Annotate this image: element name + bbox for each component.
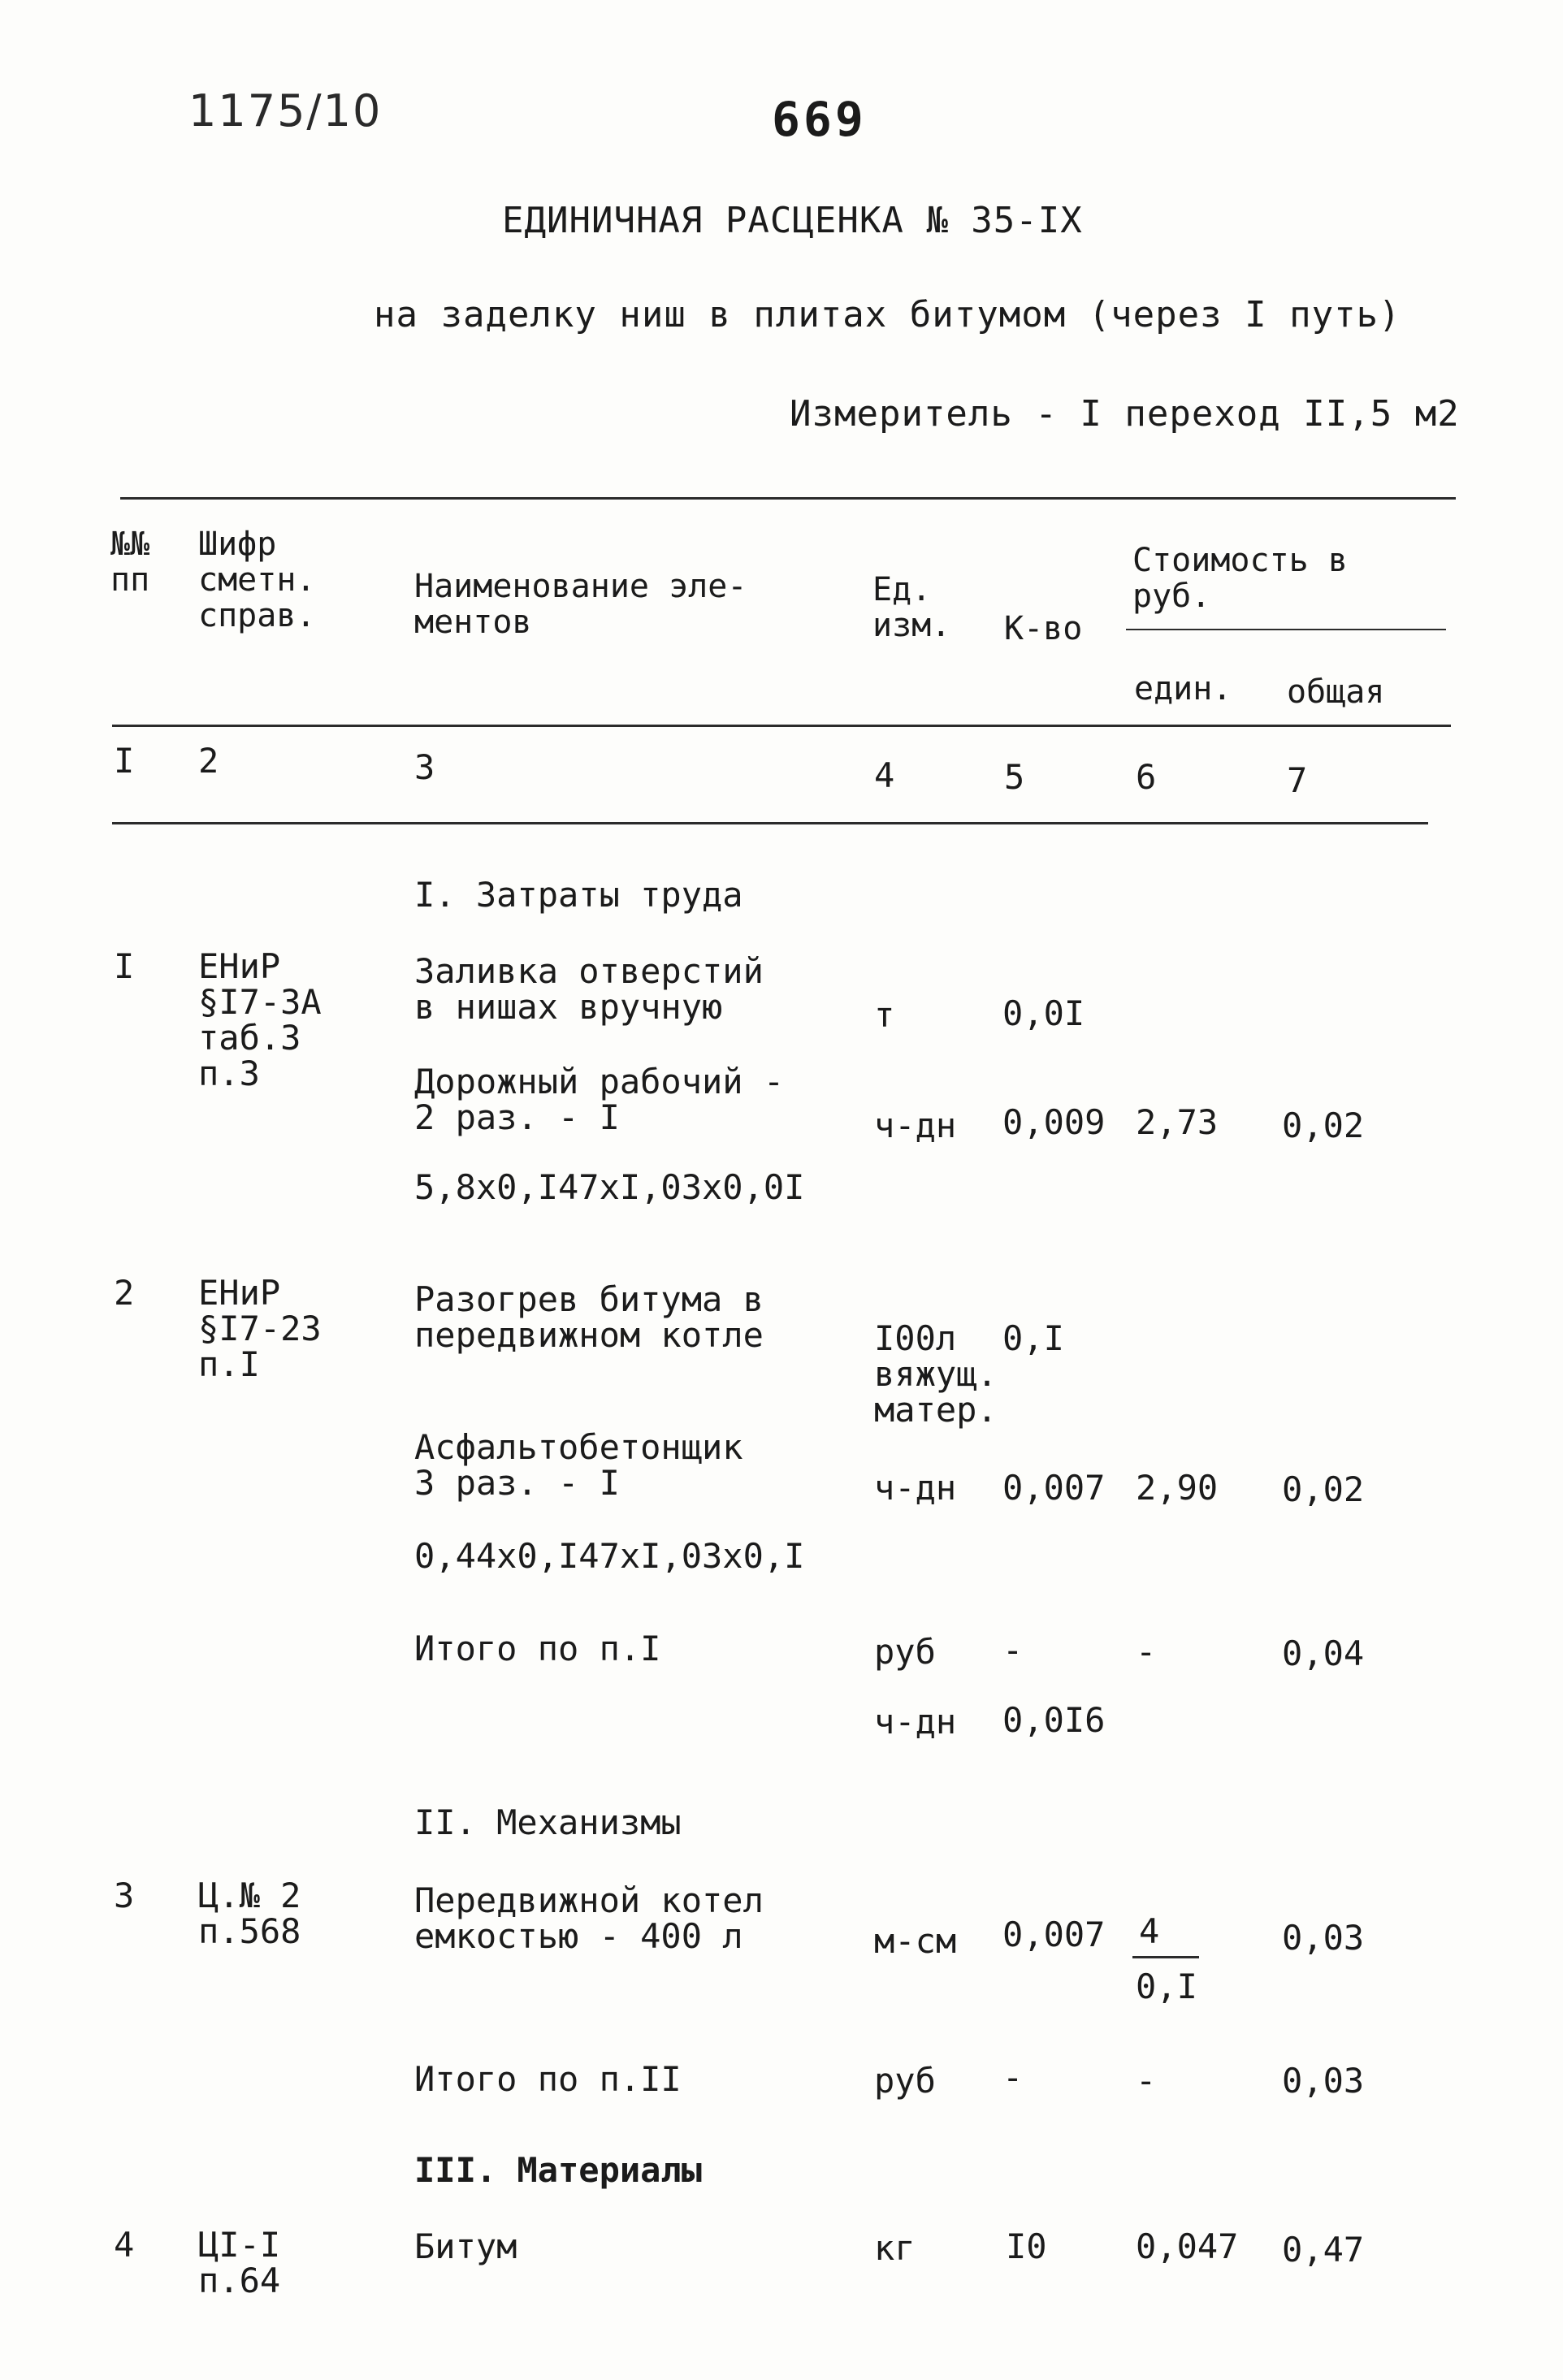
row-worker-total: 0,02 (1282, 1106, 1365, 1145)
fraction-line (1132, 1956, 1199, 1958)
row-code: ЦI-I п.64 (198, 2225, 281, 2300)
total-price: - (1136, 2061, 1157, 2101)
row-code: ЕНиР §I7-3А таб.3 п.3 (198, 946, 322, 1093)
header-col-name: Наименование эле- ментов (414, 568, 747, 641)
total-amount: 0,04 (1282, 1634, 1365, 1673)
column-number-4: 4 (874, 755, 895, 795)
row-number: 2 (114, 1273, 135, 1313)
section-title: II. Механизмы (414, 1802, 682, 1842)
row-qty: 0,007 (1002, 1915, 1106, 1954)
header-col-total: общая (1287, 673, 1385, 711)
column-number-7: 7 (1287, 760, 1308, 800)
table-top-rule (120, 497, 1456, 500)
header-col-code: Шифр сметн. справ. (198, 526, 316, 634)
total-unit: руб (874, 1632, 936, 1672)
row-worker-price: 2,90 (1136, 1468, 1219, 1508)
row-number: 4 (114, 2225, 135, 2265)
measure-unit: Измеритель - I переход II,5 м2 (790, 393, 1460, 435)
column-number-5: 5 (1004, 757, 1025, 797)
column-number-2: 2 (198, 741, 219, 781)
row-price-denominator: 0,I (1136, 1967, 1197, 2006)
header-col-qty: К-во (1004, 610, 1083, 647)
row-worker-unit: ч-дн (874, 1106, 957, 1145)
row-number: 3 (114, 1876, 135, 1915)
header-col-unit-price: един. (1134, 670, 1232, 708)
total-labor-unit: ч-дн (874, 1702, 957, 1742)
row-formula: 0,44х0,I47хI,03х0,I (414, 1536, 805, 1576)
row-unit: м-см (874, 1921, 957, 1961)
row-worker-qty: 0,009 (1002, 1102, 1106, 1142)
row-worker-qty: 0,007 (1002, 1468, 1106, 1508)
row-number: I (114, 946, 135, 986)
handwritten-code: 1175/10 (188, 85, 383, 136)
column-number-6: 6 (1136, 757, 1157, 797)
cost-group-rule (1126, 629, 1446, 630)
column-number-3: 3 (414, 747, 435, 787)
row-qty: 0,I (1002, 1318, 1064, 1358)
row-unit: т (874, 995, 895, 1035)
document-title: ЕДИНИЧНАЯ РАСЦЕНКА № 35-IX (502, 200, 1083, 241)
total-label: Итого по п.I (414, 1629, 661, 1668)
row-price-numerator: 4 (1139, 1911, 1160, 1951)
total-label: Итого по п.II (414, 2059, 682, 2099)
header-col-unit: Ед. изм. (872, 571, 951, 644)
row-worker: Асфальтобетонщик 3 раз. - I (414, 1427, 743, 1503)
total-qty: - (1002, 2058, 1024, 2097)
row-qty: 0,0I (1002, 993, 1085, 1033)
total-price: - (1136, 1632, 1157, 1672)
section-title: I. Затраты труда (414, 875, 743, 915)
page-number: 669 (772, 92, 867, 147)
header-cost-group: Стоимость в руб. (1132, 542, 1348, 615)
total-qty: - (1002, 1630, 1024, 1670)
row-total: 0,47 (1282, 2230, 1365, 2270)
row-worker-price: 2,73 (1136, 1102, 1219, 1142)
row-unit: I00л вяжущ. матер. (874, 1318, 998, 1430)
row-name: Заливка отверстий в нишах вручную (414, 951, 764, 1027)
row-worker-total: 0,02 (1282, 1469, 1365, 1509)
row-formula: 5,8х0,I47хI,03х0,0I (414, 1167, 805, 1207)
row-worker-unit: ч-дн (874, 1468, 957, 1508)
row-qty: I0 (1006, 2226, 1047, 2266)
row-name: Разогрев битума в передвижном котле (414, 1279, 764, 1355)
document-subtitle: на заделку ниш в плитах битумом (через I путь) (374, 294, 1401, 335)
total-amount: 0,03 (1282, 2061, 1365, 2101)
total-unit: руб (874, 2061, 936, 2101)
row-code: ЕНиР §I7-23 п.I (198, 1273, 322, 1384)
row-price: 0,047 (1136, 2226, 1239, 2266)
row-total: 0,03 (1282, 1918, 1365, 1958)
section-title: III. Материалы (414, 2150, 703, 2190)
row-unit: кг (874, 2228, 916, 2268)
column-number-1: I (114, 741, 135, 781)
row-worker: Дорожный рабочий - 2 раз. - I (414, 1062, 785, 1137)
total-labor-qty: 0,0I6 (1002, 1700, 1106, 1740)
header-bottom-rule (112, 725, 1451, 727)
column-numbers-rule (112, 822, 1428, 824)
row-code: Ц.№ 2 п.568 (198, 1876, 301, 1951)
row-name: Битум (414, 2226, 517, 2266)
row-name: Передвижной котел емкостью - 400 л (414, 1880, 764, 1956)
header-col-number: №№ пп (110, 526, 150, 599)
